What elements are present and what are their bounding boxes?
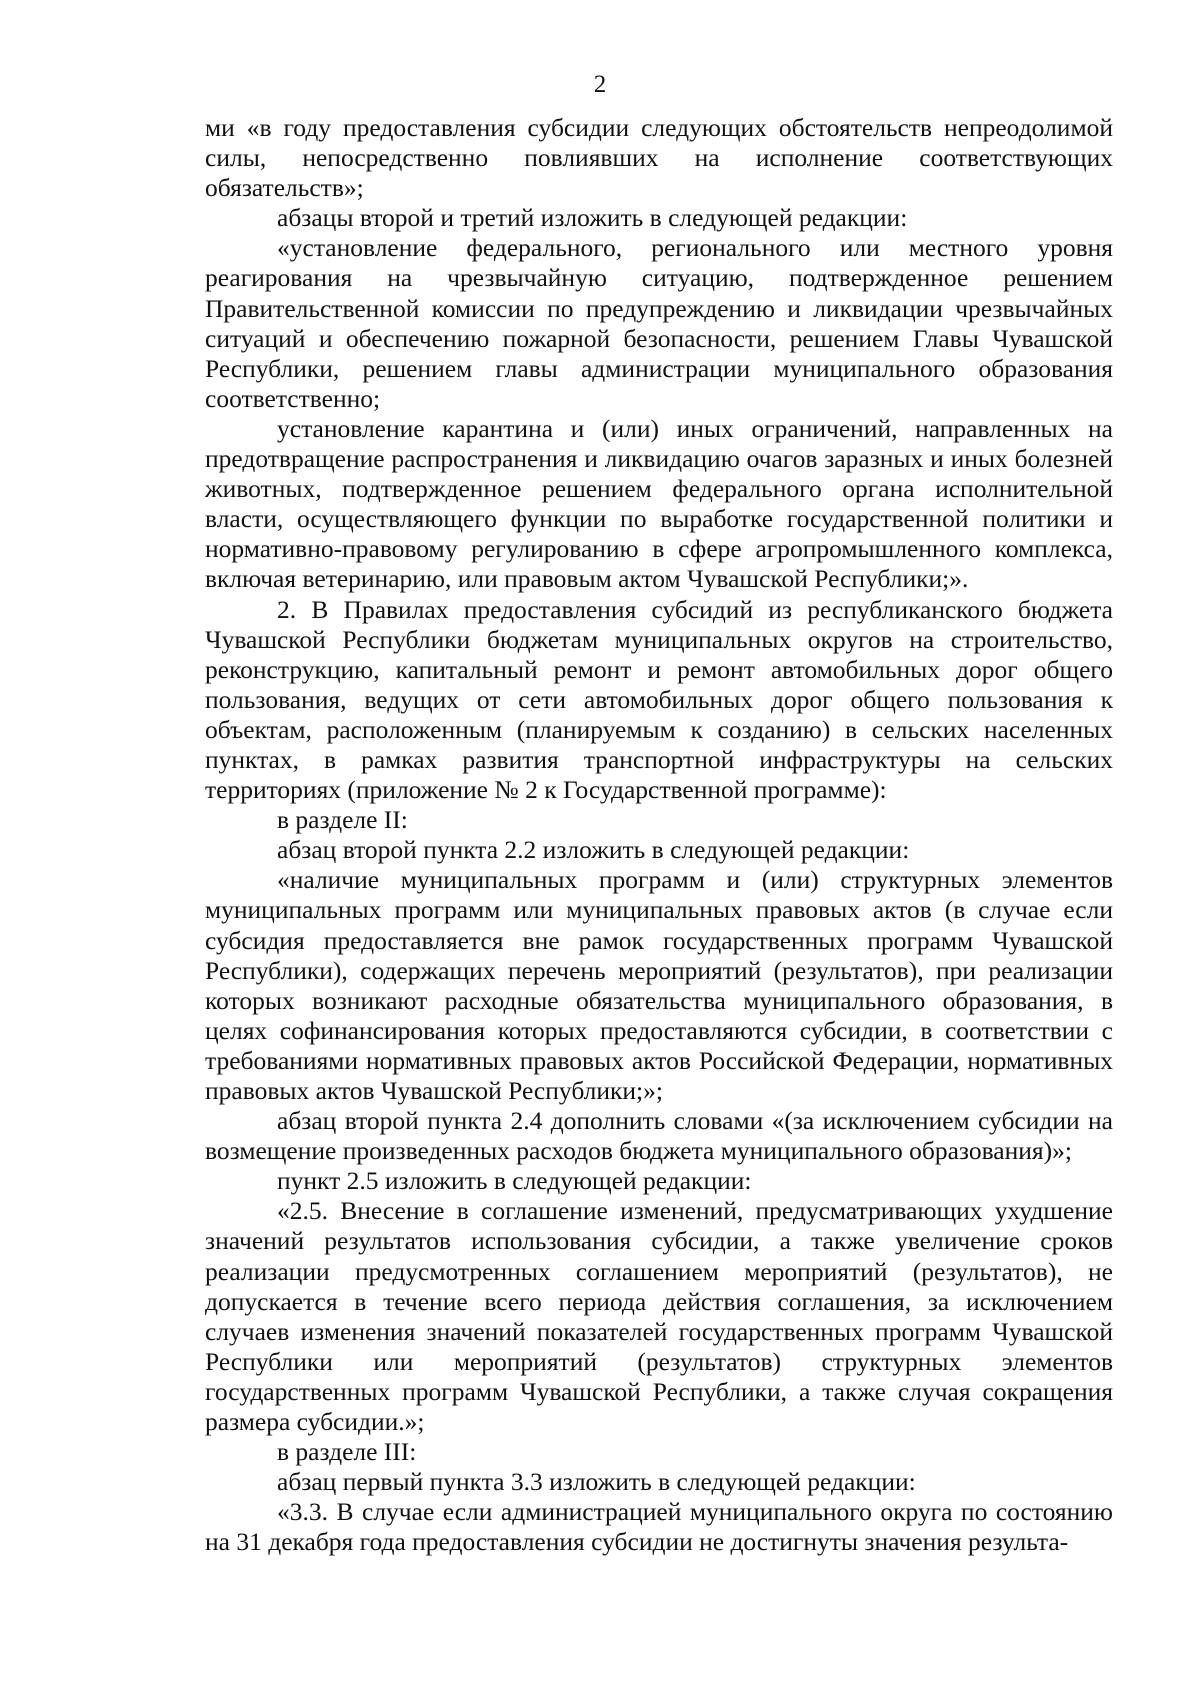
paragraph: «3.3. В случае если администрацией муниципального округа по состоянию на 31 декабря года предоставления субсидии не достигнуты значения результа- (205, 1497, 1113, 1557)
paragraph: «наличие муниципальных программ и (или) структурных элементов муниципальных программ или муниципальных правовых актов (в случае если субсидия предоставляется вне рамок государственных программ Чувашской Республики), содержащих перечень мероприятий (результатов), при реализации которых возникают расходные обязательства муниципального образования, в целях софинансирования которых предоставляются субсидии, в соответствии с требованиями нормативных правовых актов Российской Федерации, нормативных правовых актов Чувашской Республики;»; (205, 865, 1113, 1105)
paragraph: абзац второй пункта 2.2 изложить в следующей редакции: (277, 835, 910, 865)
paragraph: абзацы второй и третий изложить в следующей редакции: (277, 203, 908, 233)
document-body (205, 113, 1113, 1558)
page-number: 2 (593, 71, 607, 98)
paragraph: абзац второй пункта 2.4 дополнить словами «(за исключением субсидии на возмещение произведенных расходов бюджета муниципального образования)»; (205, 1106, 1113, 1166)
paragraph: абзац первый пункта 3.3 изложить в следующей редакции: (277, 1467, 916, 1497)
paragraph: в разделе II: (277, 805, 408, 835)
paragraph: в разделе III: (277, 1437, 417, 1467)
paragraph: пункт 2.5 изложить в следующей редакции: (277, 1166, 752, 1196)
paragraph: 2. В Правилах предоставления субсидий из республиканского бюджета Чувашской Республики бюджетам муниципальных округов на строительство, реконструкцию, капитальный ремонт и ремонт автомобильных дорог общего пользования, ведущих от сети автомобильных дорог общего пользования к объектам, расположенным (планируемым к созданию) в сельских населенных пунктах, в рамках развития транспортной инфраструктуры на сельских территориях (приложение № 2 к Государственной программе): (205, 594, 1113, 805)
paragraph: «установление федерального, регионального или местного уровня реагирования на чрезвычайную ситуацию, подтвержденное решением Правительственной комиссии по предупреждению и ликвидации чрезвычайных ситуаций и обеспечению пожарной безопасности, решением Главы Чувашской Республики, решением главы администрации муниципального образования соответственно; (205, 233, 1113, 413)
paragraph: ми «в году предоставления субсидии следующих обстоятельств непреодолимой силы, непосредственно повлиявших на исполнение соответствующих обязательств»; (205, 113, 1113, 203)
paragraph: установление карантина и (или) иных ограничений, направленных на предотвращение распространения и ликвидацию очагов заразных и иных болезней животных, подтвержденное решением федерального органа исполнительной власти, осуществляющего функции по выработке государственной политики и нормативно-правовому регулированию в сфере агропромышленного комплекса, включая ветеринарию, или правовым актом Чувашской Республики;». (205, 413, 1113, 594)
paragraph: «2.5. Внесение в соглашение изменений, предусматривающих ухудшение значений результатов использования субсидии, а также увеличение сроков реализации предусмотренных соглашением мероприятий (результатов), не допускается в течение всего периода действия соглашения, за исключением случаев изменения значений показателей государственных программ Чувашской Республики или мероприятий (результатов) структурных элементов государственных программ Чувашской Республики, а также случая сокращения размера субсидии.»; (205, 1196, 1113, 1437)
